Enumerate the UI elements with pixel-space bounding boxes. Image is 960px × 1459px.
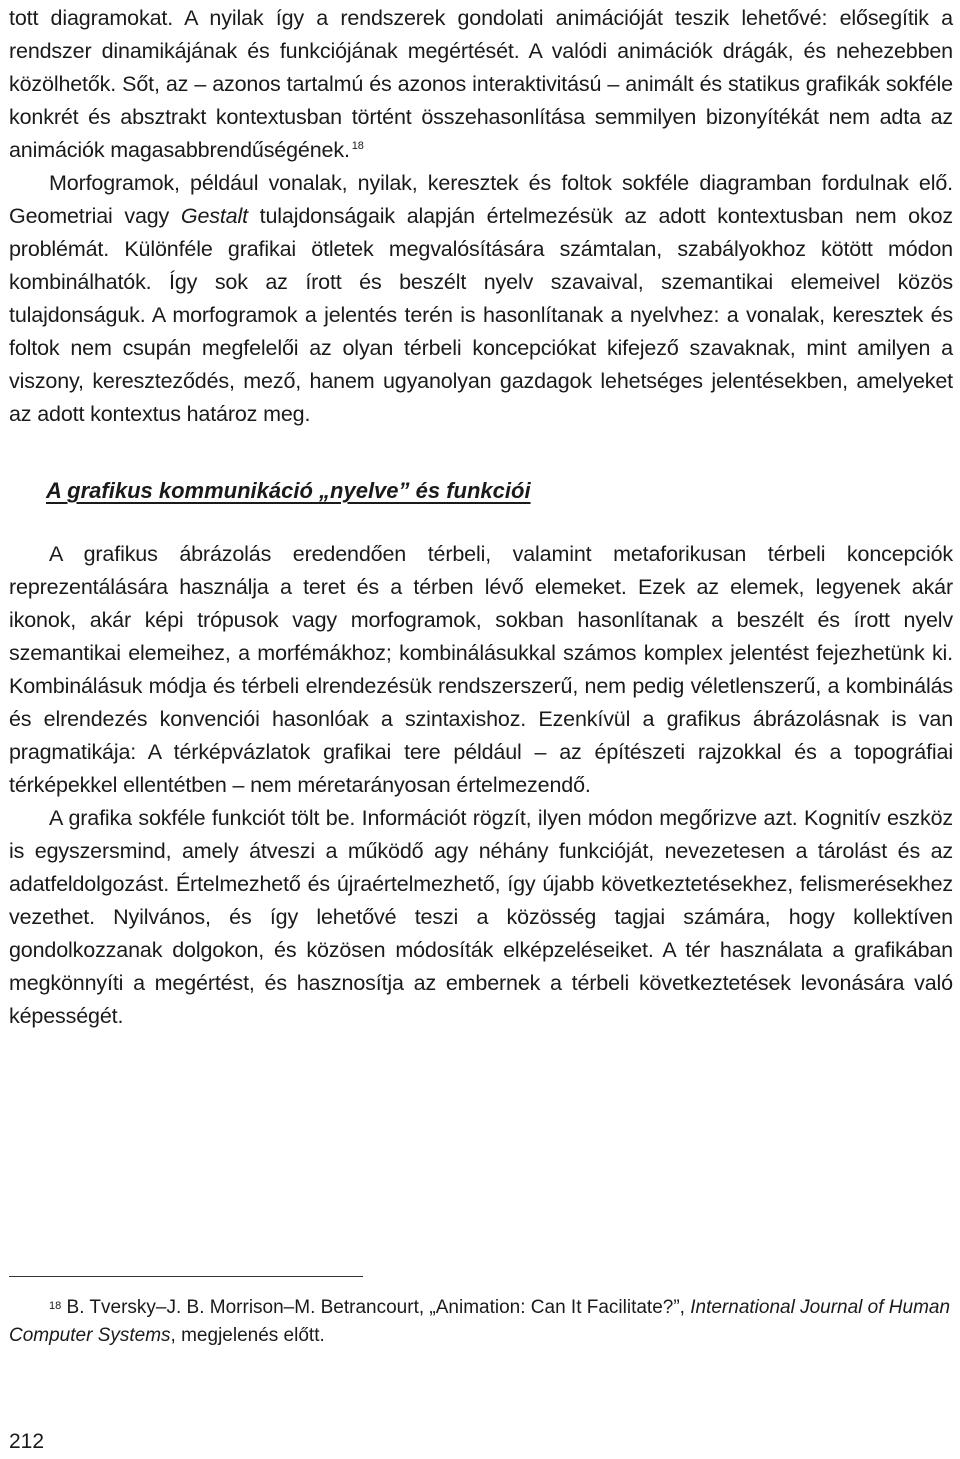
footnote-text-end: , megjelenés előtt. <box>170 1325 325 1346</box>
footnote-reference[interactable]: 18 <box>351 140 364 152</box>
body-paragraph-4: A grafika sokféle funkciót tölt be. Információt rögzít, ilyen módon megőrizve azt. Kognitív eszköz is egyszersmind, amely átveszi a működő agy néhány funkcióját, nevezetesen a tárolást és az adatfeldolgozást. Értelmezhető és újraértelmezhető, így újabb következtetésekhez, felismerésekhez vezethet. Nyilvános, és így lehetővé teszi a közösség tagjai számára, hogy kollektíven gondolkozzanak dolgokon, és közösen módosíták elképzeléseiket. A tér használata a grafikában megkönnyíti a megértést, és hasznosítja az embernek a térbeli következtetések levonására való képességét. <box>9 806 953 1028</box>
section-heading: A grafikus kommunikáció „nyelve” és funkciói <box>46 478 531 503</box>
paragraph-text: tott diagramokat. A nyilak így a rendszerek gondolati animációját teszik lehetővé: elősegítik a rendszer dinamikájának és funkciójának megértését. A valódi animációk drágák, és nehezebben közölhetők. Sőt, az – azonos tartalmú és azonos interaktivitású – animált és statikus grafikák sokféle konkrét és absztrakt kontextusban történt összehasonlítása semmilyen bizonyítékát nem adta az animációk magasabbrendűségének. <box>9 6 953 162</box>
body-paragraph-2 <box>9 167 953 431</box>
footnote-journal-title: International Journal of Human Computer Systems <box>9 1297 951 1346</box>
document-page <box>9 0 953 1453</box>
footnote <box>9 1294 953 1350</box>
body-paragraph-1 <box>9 2 953 167</box>
body-paragraph-3: A grafikus ábrázolás eredendően térbeli, valamint metaforikusan térbeli koncepciók reprezentálására használja a teret és a térben lévő elemeket. Ezek az elemek, legyenek akár ikonok, akár képi trópusok vagy morfogramok, sokban hasonlítanak a beszélt és írott nyelv szemantikai elemeihez, a morfémákhoz; kombinálásukkal számos komplex jelentést fejezhetünk ki. Kombinálásuk módja és térbeli elrendezésük rendszerszerű, nem pedig véletlenszerű, a kombinálás és elrendezés konvenciói hasonlóak a szintaxishoz. Ezenkívül a grafikus ábrázolásnak is van pragmatikája: A térképvázlatok grafikai tere például – az építészeti rajzokkal és a topográfiai térképekkel ellentétben – nem méretarányosan értelmezendő. <box>9 542 953 797</box>
footnote-number: 18 <box>49 1300 62 1312</box>
paragraph-text: Morfogramok, például vonalak, nyilak, keresztek és foltok sokféle diagramban fordulnak elő. Geometriai vagy <box>9 171 953 228</box>
page-number: 212 <box>9 1430 45 1453</box>
italic-term: Gestalt <box>180 204 248 228</box>
footnote-divider <box>9 1276 363 1277</box>
paragraph-text: tulajdonságaik alapján értelmezésük az adott kontextusban nem okoz problémát. Különféle grafikai ötletek megvalósítására számtalan, szabályokhoz kötött módon kombinálhatók. Így sok az írott és beszélt nyelv szavaival, szemantikai elemeivel közös tulajdonságuk. A morfogramok a jelentés terén is hasonlítanak a nyelvhez: a vonalak, keresztek és foltok nem csupán megfelelői az olyan térbeli koncepciókat kifejező szavaknak, mint amilyen a viszony, kereszteződés, mező, hanem ugyanolyan gazdagok lehetséges jelentésekben, amelyeket az adott kontextus határoz meg. <box>9 204 953 426</box>
footnote-text: B. Tversky–J. B. Morrison–M. Betrancourt, „Animation: Can It Facilitate?”, <box>61 1297 691 1318</box>
